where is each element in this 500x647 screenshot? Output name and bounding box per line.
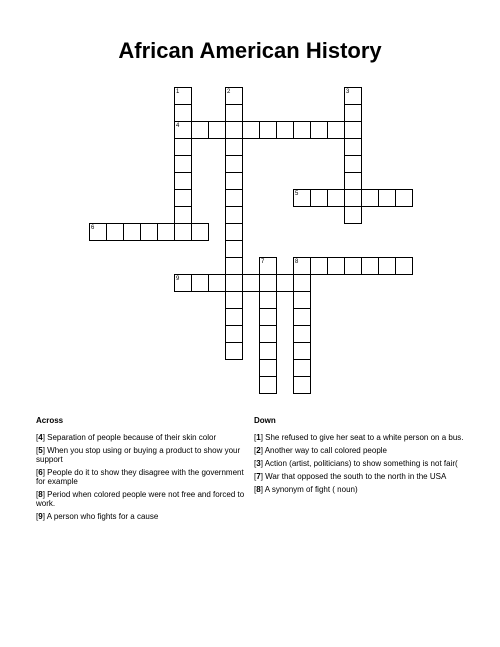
grid-cell — [174, 189, 192, 207]
grid-cell — [225, 223, 243, 241]
across-clues — [36, 433, 248, 525]
grid-cell — [225, 138, 243, 156]
grid-number: 3 — [346, 89, 350, 95]
grid-cell — [344, 206, 362, 224]
grid-cell — [225, 206, 243, 224]
grid-cell — [293, 342, 311, 360]
grid-cell — [242, 274, 260, 292]
grid-cell — [293, 121, 311, 139]
grid-cell — [225, 189, 243, 207]
grid-number: 1 — [176, 89, 180, 95]
grid-cell — [208, 121, 226, 139]
grid-cell — [293, 359, 311, 377]
grid-cell — [327, 257, 345, 275]
grid-cell — [327, 189, 345, 207]
grid-cell — [191, 274, 209, 292]
down-heading: Down — [254, 416, 276, 425]
grid-cell — [310, 189, 328, 207]
grid-cell — [259, 274, 277, 292]
down-clue: [8] A synonym of fight ( noun) — [254, 485, 358, 494]
grid-number: 5 — [295, 191, 299, 197]
grid-cell — [174, 172, 192, 190]
grid-cell — [344, 104, 362, 122]
grid-cell — [344, 172, 362, 190]
grid-cell — [106, 223, 124, 241]
grid-cell — [327, 121, 345, 139]
grid-cell — [174, 206, 192, 224]
grid-cell — [225, 155, 243, 173]
grid-cell — [140, 223, 158, 241]
grid-cell — [174, 138, 192, 156]
grid-cell — [259, 359, 277, 377]
grid-cell — [225, 342, 243, 360]
grid-cell — [225, 291, 243, 309]
grid-cell — [310, 121, 328, 139]
grid-cell — [344, 257, 362, 275]
grid-cell — [225, 240, 243, 258]
grid-cell — [242, 121, 260, 139]
grid-cell — [293, 308, 311, 326]
grid-number: 8 — [295, 259, 299, 265]
grid-cell — [157, 223, 175, 241]
down-clue: [7] War that opposed the south to the north in the USA — [254, 472, 447, 481]
grid-cell — [225, 274, 243, 292]
grid-cell — [259, 325, 277, 343]
grid-cell — [191, 121, 209, 139]
grid-cell — [259, 308, 277, 326]
grid-cell — [293, 274, 311, 292]
grid-cell — [344, 138, 362, 156]
across-clue: [9] A person who fights for a cause — [36, 512, 159, 521]
grid-cell — [123, 223, 141, 241]
grid-cell — [276, 121, 294, 139]
grid-number: 2 — [227, 89, 231, 95]
across-clue: [4] Separation of people because of their skin color — [36, 433, 217, 442]
page-title: African American History — [118, 38, 382, 63]
down-clues — [254, 433, 466, 498]
grid-cell — [361, 189, 379, 207]
grid-cell — [208, 274, 226, 292]
grid-number: 6 — [91, 225, 95, 231]
down-clue: [1] She refused to give her seat to a white person on a bus. — [254, 433, 464, 442]
grid-cell — [259, 291, 277, 309]
grid-cell — [259, 376, 277, 394]
grid-cell — [225, 121, 243, 139]
down-clue: [3] Action (artist, politicians) to show something is not fair( — [254, 459, 458, 468]
grid-number: 4 — [176, 123, 180, 129]
grid-cell — [395, 257, 413, 275]
across-clue: [6] People do it to show they disagree with the government for example — [36, 468, 244, 486]
grid-cell — [344, 155, 362, 173]
grid-cell — [225, 172, 243, 190]
grid-cell — [378, 189, 396, 207]
grid-cell — [344, 121, 362, 139]
grid-cell — [191, 223, 209, 241]
grid-cell — [259, 121, 277, 139]
grid-cell — [293, 291, 311, 309]
grid-number: 7 — [261, 259, 265, 265]
grid-cell — [310, 257, 328, 275]
grid-cell — [174, 155, 192, 173]
grid-cell — [344, 189, 362, 207]
grid-cell — [225, 325, 243, 343]
grid-cell — [293, 325, 311, 343]
across-clue: [8] Period when colored people were not free and forced to work. — [36, 490, 245, 508]
grid-cell — [259, 342, 277, 360]
grid-cell — [378, 257, 396, 275]
grid-cell — [293, 376, 311, 394]
grid-cell — [225, 308, 243, 326]
down-clue: [2] Another way to call colored people — [254, 446, 387, 455]
across-clue: [5] When you stop using or buying a product to show your support — [36, 446, 241, 464]
across-heading: Across — [36, 416, 64, 425]
grid-cell — [225, 104, 243, 122]
grid-cell — [174, 104, 192, 122]
grid-cell — [361, 257, 379, 275]
grid-cell — [225, 257, 243, 275]
grid-number: 9 — [176, 276, 180, 282]
grid-cell — [174, 223, 192, 241]
grid-cell — [276, 274, 294, 292]
grid-cell — [395, 189, 413, 207]
